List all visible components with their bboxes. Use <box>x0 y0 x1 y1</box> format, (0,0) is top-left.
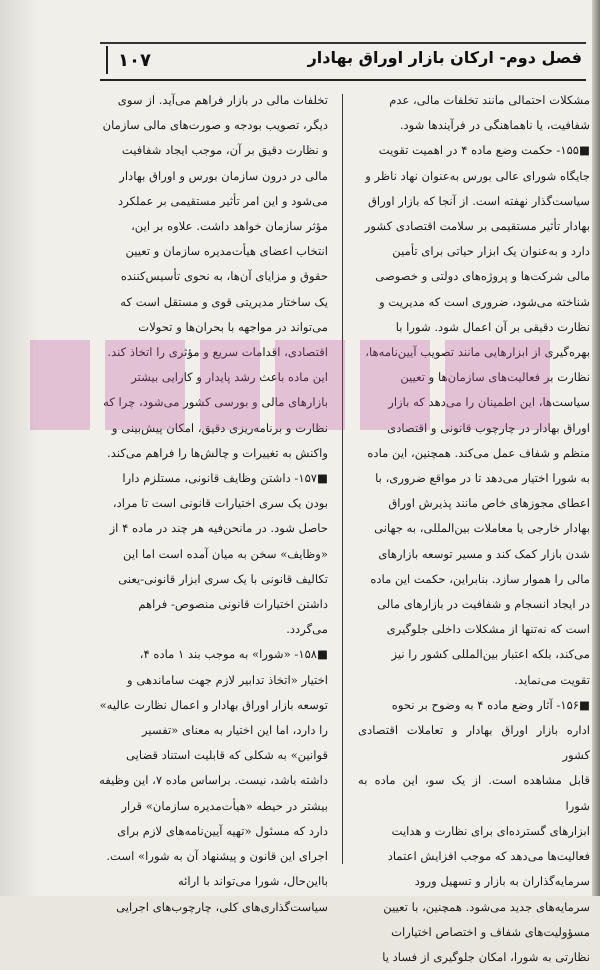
right-column-line: سیاست‌گذار نهفته است. از آنجا که بازار اوراق <box>367 193 590 208</box>
left-column-line: و نظارت دقیق بر آن، موجب ایجاد شفافیت <box>121 143 328 158</box>
right-column-line: شناخته می‌شود، ضروری است که مدیریت و <box>379 294 590 309</box>
left-column-line: سیاست‌گذاری‌های کلی، چارچوب‌های اجرایی <box>116 899 328 914</box>
right-column-line: ■۱۵۶- آثار وضع ماده ۴ به وضوح بر نحوه <box>391 697 590 712</box>
right-column-line: اعطای مجوزهای خاص مانند پذیرش اوراق <box>388 496 590 511</box>
left-column-line: توسعه بازار اوراق بهادار و اعمال نظارت عالیه» <box>99 697 328 712</box>
right-column-line: مالی شرکت‌ها و پروژه‌های دولتی و خصوصی <box>375 269 590 284</box>
left-column-line: تخلفات مالی در بازار فراهم می‌آید. از سوی <box>117 93 328 107</box>
right-column-line: سرمایه‌گذاران به بازار و تسهیل ورود <box>414 874 590 889</box>
chapter-title: فصل دوم- ارکان بازار اوراق بهادار <box>307 48 582 67</box>
left-column-line: نظارت و برنامه‌ریزی دقیق، امکان پیش‌بینی و <box>111 420 328 435</box>
left-column-line: ■۱۵۸- «شورا» به موجب بند ۱ ماده ۴، <box>139 647 328 662</box>
right-column-line: سرمایه‌های جدید می‌شود. همچنین، با تعیین <box>383 899 590 914</box>
right-column-line: تقویت می‌نماید. <box>514 672 590 687</box>
left-column-line: ■۱۵۷- داشتن وظایف قانونی، مستلزم دارا <box>122 471 328 486</box>
page-number: ۱۰۷ <box>118 50 151 71</box>
left-column-line: بازارهای مالی و بورسی کشور می‌شود، چرا که <box>103 395 328 410</box>
right-column-line: مسؤولیت‌های شفاف و اختصاص اختیارات <box>391 924 590 939</box>
right-column-line: نظارتی به شورا، امکان جلوگیری از فساد یا <box>382 949 590 964</box>
right-column-line: بهره‌گیری از ابزارهایی مانند تصویب آیین‌نامه‌ها، <box>365 345 590 360</box>
left-column-line: تکالیف قانونی با یک سری ابزار قانونی-یعنی <box>118 571 328 586</box>
right-column-line: جایگاه شورای عالی بورس به‌عنوان نهاد ناظر و <box>365 168 590 183</box>
right-column-line: می‌کند، بلکه اعتبار بین‌المللی کشور را نیز <box>391 647 590 662</box>
left-column-line: یک ساختار مدیریتی قوی و مستقل است که <box>120 294 328 309</box>
left-column-line: داشتن اختیارات قانونی منصوص- فراهم <box>138 597 328 612</box>
right-column-line: اوراق بهادار در چارچوب قانونی و اقتصادی <box>387 420 590 435</box>
left-column-line: «وظایف» سخن به میان آمده است اما این <box>123 546 328 561</box>
left-column-line: اقتصادی، اقدامات سریع و مؤثری را اتخاذ کند. <box>107 345 328 360</box>
left-column-line: انتخاب اعضای هیأت‌مدیره سازمان و تعیین <box>125 244 328 259</box>
left-column-line: بیشتر در حیطه «هیأت‌مدیره سازمان» قرار <box>121 798 328 813</box>
left-text-column <box>90 88 328 920</box>
left-column-line: می‌شود و این امر تأثیر مستقیمی بر عملکرد <box>118 193 328 208</box>
right-column-line: سیاست‌ها، این اطمینان را می‌دهد که بازار <box>388 395 590 410</box>
right-column-line: بهادار تأثیر مستقیمی بر سلامت اقتصادی کشور <box>364 219 590 234</box>
right-column-line: به شورا اختیار می‌دهد تا در مواقع ضروری، با <box>375 471 590 486</box>
right-column-line: ابزارهای گسترده‌ای برای نظارت و هدایت <box>391 823 590 838</box>
left-column-line: بودن یک سری اختیارات قانونی است تا مراد، <box>112 496 328 511</box>
page-edge <box>592 0 600 896</box>
right-column-line: منظم و شفاف عمل می‌کند. همچنین، این ماده <box>367 445 590 460</box>
right-column-line: بهادار خارجی یا معاملات بین‌المللی، به جهانی <box>374 521 590 536</box>
left-column-line: را دارد، اما این اختیار به معنای «تفسیر <box>141 723 328 738</box>
column-divider <box>342 94 343 864</box>
left-column-line: دارد که مسئول «تهیه آیین‌نامه‌های لازم برای <box>117 823 328 838</box>
left-column-line: می‌گردد. <box>286 622 328 637</box>
right-column-line: نظارت بر فعالیت‌های سازمان‌ها و تعیین <box>400 370 590 385</box>
left-column-line: قوانین» به شکلی که قابلیت استناد قضایی <box>126 748 328 763</box>
left-column-line: اختیار «اتخاذ تدابیر لازم جهت ساماندهی و <box>127 672 328 687</box>
right-column-line: شفافیت، یا ناهماهنگی در فرآیندها شود. <box>399 118 590 133</box>
left-column-line: دیگر، تصویب بودجه و صورت‌های مالی سازمان <box>102 118 328 133</box>
left-column-line: بااین‌حال، شورا می‌تواند با ارائه <box>177 874 328 889</box>
left-column-line: اجرای این قانون و پیشنهاد آن به شورا» است. <box>106 849 328 864</box>
right-column-line: دارد و به‌عنوان یک ابزار حیاتی برای تأمین <box>392 244 590 259</box>
right-column-line: قابل مشاهده است. از یک سو، این ماده به شورا <box>358 773 590 813</box>
right-column-line: شدن بازار کمک کند و مسیر توسعه بازارهای <box>378 546 590 561</box>
text-columns <box>88 88 590 964</box>
left-column-line: واکنش به تغییرات و چالش‌ها را فراهم می‌کند. <box>107 445 328 460</box>
right-column-line: در ایجاد انسجام و شفافیت در بازارهای مالی <box>377 597 590 612</box>
right-column-line: فعالیت‌ها می‌دهد که موجب افزایش اعتماد <box>387 849 590 864</box>
scan-shadow <box>0 0 40 896</box>
right-column-line: ■۱۵۵- حکمت وضع ماده ۴ در اهمیت تقویت <box>378 143 590 158</box>
left-column-line: داشته باشد، نیست. براساس ماده ۷، این وظیفه <box>99 773 328 788</box>
left-column-line: این ماده باعث رشد پایدار و کارایی بیشتر <box>131 370 328 385</box>
left-column-line: مالی در درون سازمان بورس و اوراق بهادار <box>119 168 328 183</box>
right-column-line: اداره بازار اوراق بهادار و تعاملات اقتصادی کشور <box>358 723 590 763</box>
left-column-line: حاصل شود. در مانحن‌فیه هر چند در ماده ۴ از <box>109 521 328 536</box>
header-bottom-rule <box>100 79 586 81</box>
left-column-line: مؤثر سازمان خواهد داشت. علاوه بر این، <box>131 219 328 234</box>
running-header <box>100 42 586 82</box>
right-text-column <box>358 88 590 970</box>
header-top-rule <box>100 42 586 44</box>
left-column-line: می‌تواند در مواجهه با بحران‌ها و تحولات <box>138 319 328 334</box>
right-column-line: مالی را هموار سازد. بنابراین، حکمت این ماده <box>370 571 590 586</box>
right-column-line: نظارت دقیقی بر آن اعمال شود. شورا با <box>395 319 590 334</box>
right-column-line: مشکلات احتمالی مانند تخلفات مالی، عدم <box>389 93 590 107</box>
right-column-line: است که نه‌تنها از مشکلات داخلی جلوگیری <box>386 622 590 637</box>
left-column-line: حقوق و مزایای آن‌ها، به نحوی تأسیس‌کننده <box>120 269 328 284</box>
